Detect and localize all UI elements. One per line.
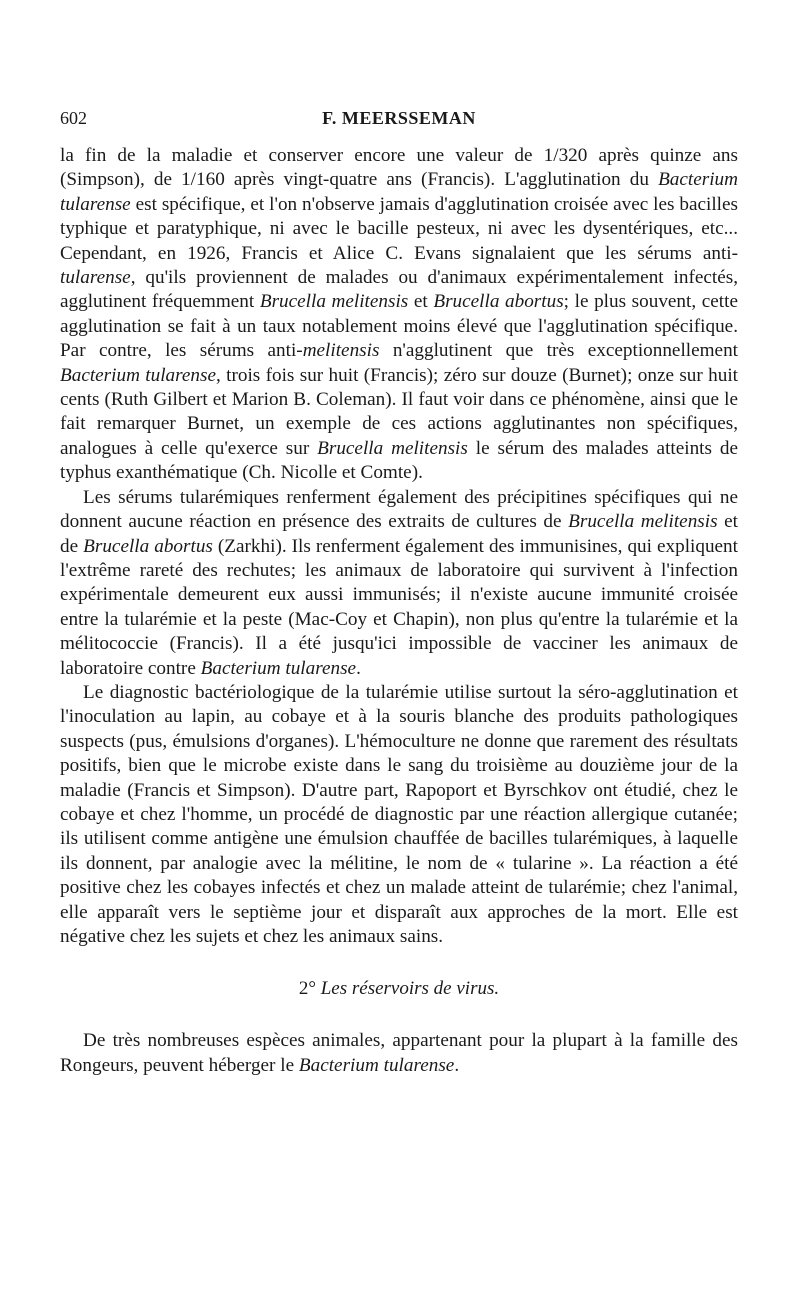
page-number: 602 [60,108,87,128]
paragraph-2: Les sérums tularémiques renferment également des précipitines spécifiques qui ne donnent aucune réaction en présence des extraits de cultures de Brucella melitensis et de Brucella abortus (Zarkhi). Ils renferment également des immunisines, qui expliquent l'extrême rareté des rechutes; les animaux de laboratoire qui survivent à l'infection expérimentale demeurent eux aussi immunisés; il n'existe aucune immunité croisée entre la tularémie et la peste (Mac-Coy et Chapin), non plus qu'entre la tularémie et la mélitococcie (Francis). Il a été jusqu'ici impossible de vacciner les animaux de laboratoire contre Bacterium tularense. [60,486,739,679]
section-number: 2° [298,978,316,1000]
document-page [60,108,738,1078]
section-heading [60,977,738,1001]
paragraph-3: Le diagnostic bactériologique de la tularémie utilise surtout la séro-agglutination et l'inoculation au lapin, au cobaye et à la souris blanche des produits pathologiques suspects (pus, émulsions d'organes). L'hémoculture ne donne que rarement des résultats positifs, bien que le microbe existe dans le sang du troisième au douzième jour de la maladie (Francis et Simpson). D'autre part, Rapoport et Byrschkov ont étudié, chez le cobaye et chez l'homme, un procédé de diagnostic par une réaction allergique cutanée; ils utilisent comme antigène une émulsion chauffée de bacilles tularémiques, à laquelle ils donnent, par analogie avec la mélitine, le nom de « tularine ». La réaction a été positive chez les cobayes infectés et chez un malade atteint de tularémie; chez l'animal, elle apparaît vers le septième jour et disparaît aux approches de la mort. Elle est négative chez les sujets et chez les animaux sains. [60,681,738,947]
running-head: F. MEERSSEMAN [322,108,476,128]
paragraph-1: la fin de la maladie et conserver encore une valeur de 1/320 après quinze ans (Simpson), de 1/160 après vingt-quatre ans (Francis). L'agglutination du Bacterium tularense est spécifique, et l'on n'observe jamais d'agglutination croisée avec les bacilles typhique et paratyphique, ni avec le bacille pesteux, ni avec les dysentériques, etc... Cependant, en 1926, Francis et Alice C. Evans signalaient que les sérums anti-tularense, qu'ils proviennent de malades ou d'animaux expérimentalement infectés, agglutinent fréquemment Brucella melitensis et Brucella abortus; le plus souvent, cette agglutination se fait à un taux notablement moins élevé que l'agglutination spécifique. Par contre, les sérums anti-melitensis n'agglutinent que très exceptionnellement Bacterium tularense, trois fois sur huit (Francis); zéro sur douze (Burnet); onze sur huit cents (Ruth Gilbert et Marion B. Coleman). Il faut voir dans ce phénomène, ainsi que le fait remarquer Burnet, un exemple de ces actions agglutinantes non spécifiques, analogues à celle qu'exerce sur Brucella melitensis le sérum des malades atteints de typhus exanthématique (Ch. Nicolle et Comte). [60,145,738,484]
body-text [60,144,738,1078]
section-title: Les réservoirs de virus. [320,978,500,1000]
paragraph-4: De très nombreuses espèces animales, appartenant pour la plupart à la famille des Rongeurs, peuvent héberger le Bacterium tularense. [60,1030,738,1076]
page-header [60,108,738,144]
